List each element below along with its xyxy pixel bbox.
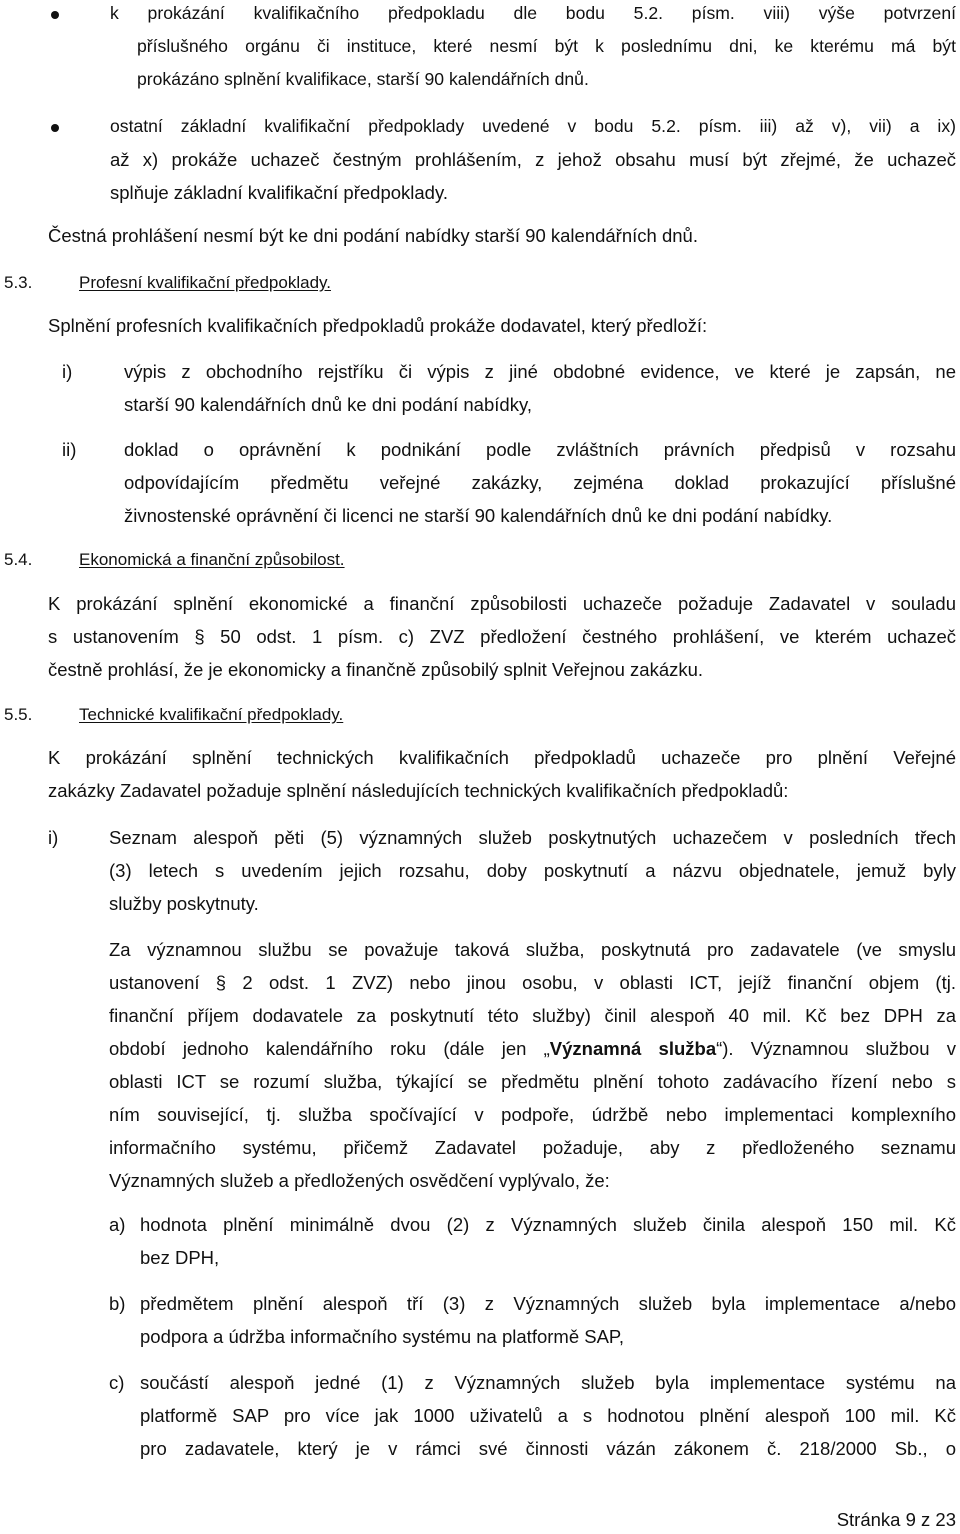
bullet-2-line: splňuje základní kvalifikační předpoklady. [110,182,448,203]
section-number: 5.3. [4,273,33,292]
list-item-line: služby poskytnuty. [109,893,259,914]
list-item-line: výpis z obchodního rejstříku či výpis z jiné obdobné evidence, ve které je zapsán, ne [124,361,956,382]
list-item-line: bez DPH, [140,1247,220,1268]
paragraph-line: ním související, tj. služba spočívající v podpoře, údržbě nebo implementaci komplexního [109,1104,956,1125]
list-item-line: podpora a údržba informačního systému na platformě SAP, [140,1326,625,1347]
list-item-line: Seznam alespoň pěti (5) významných služeb poskytnutých uchazečem v posledních třech [109,827,956,848]
list-item-line: doklad o oprávnění k podnikání podle zvláštních právních předpisů v rozsahu [124,439,956,460]
list-item-line: pro zadavatele, který je v rámci své činnosti vázán zákonem č. 218/2000 Sb., o [140,1438,956,1459]
list-item-line: starší 90 kalendářních dnů ke dni podání nabídky, [124,394,532,415]
list-marker: c) [109,1372,125,1393]
bullet-2-line: až x) prokáže uchazeč čestným prohlášením, z jehož obsahu musí být zřejmé, že uchazeč [110,149,956,170]
paragraph-line: informačního systému, přičemž Zadavatel požaduje, aby z předloženého seznamu [109,1137,956,1158]
section-intro: Splnění profesních kvalifikačních předpokladů prokáže dodavatel, který předloží: [48,315,708,336]
bullet-1-line: k prokázání kvalifikačního předpokladu dle bodu 5.2. písm. viii) výše potvrzení [110,3,956,23]
bullet-1-line: prokázáno splnění kvalifikace, starší 90 kalendářních dnů. [137,69,589,89]
bullet-1-line: příslušného orgánu či instituce, které nesmí být k poslednímu dni, ke kterému má být [137,36,956,56]
list-marker: i) [48,827,59,848]
list-marker: b) [109,1293,126,1314]
section-title: Ekonomická a finanční způsobilost. [79,550,345,569]
list-item-line: platformě SAP pro více jak 1000 uživatelů a s hodnotou plnění alespoň 100 mil. Kč [140,1405,956,1426]
list-marker: ii) [62,439,77,460]
paragraph-line: K prokázání splnění technických kvalifikačních předpokladů uchazeče pro plnění Veřejné [48,747,956,768]
paragraph-line: K prokázání splnění ekonomické a finanční způsobilosti uchazeče požaduje Zadavatel v souladu [48,593,956,614]
list-item-line: součástí alespoň jedné (1) z Významných služeb byla implementace systému na [140,1372,956,1393]
line-prefix: období jednoho kalendářního roku (dále jen „ [109,1038,550,1059]
page-number: Stránka 9 z 23 [836,1509,956,1530]
line-suffix: “). Významnou službou v [716,1038,956,1059]
paragraph-line: zakázky Zadavatel požaduje splnění následujících technických kvalifikačních předpokladů: [48,780,789,801]
section-number: 5.5. [4,705,33,724]
honest-declaration-note: Čestná prohlášení nesmí být ke dni podání nabídky starší 90 kalendářních dnů. [48,225,698,246]
list-item-line: (3) letech s uvedením jejich rozsahu, doby poskytnutí a názvu objednatele, jemuž byly [109,860,956,881]
bullet-icon [51,124,59,132]
section-title: Profesní kvalifikační předpoklady. [79,273,331,292]
paragraph-line: s ustanovením § 50 odst. 1 písm. c) ZVZ předložení čestného prohlášení, ve kterém uchazeč [48,626,956,647]
paragraph-line: finanční příjem dodavatele za poskytnutí této služby) činil alespoň 40 mil. Kč bez DPH za [109,1005,956,1026]
section-title: Technické kvalifikační předpoklady. [79,705,344,724]
paragraph-line [109,1032,956,1065]
paragraph-line: Významných služeb a předložených osvědčení vyplývalo, že: [109,1170,610,1191]
list-marker: a) [109,1214,126,1235]
section-number: 5.4. [4,550,33,569]
paragraph-line: oblasti ICT se rozumí služba, týkající se předmětu plnění tohoto zadávacího řízení nebo s [109,1071,956,1092]
list-item-line: živnostenské oprávnění či licenci ne starší 90 kalendářních dnů ke dni podání nabídky. [124,505,833,526]
paragraph-line: ustanovení § 2 odst. 1 ZVZ) nebo jinou osobu, v oblasti ICT, jejíž finanční objem (tj. [109,972,956,993]
defined-term: Významná služba [549,1038,717,1059]
bullet-2-line: ostatní základní kvalifikační předpoklady uvedené v bodu 5.2. písm. iii) až v), vii) a ix) [110,116,956,136]
list-item-line: hodnota plnění minimálně dvou (2) z Významných služeb činila alespoň 150 mil. Kč [140,1214,956,1235]
list-item-line: odpovídajícím předmětu veřejné zakázky, zejména doklad prokazující příslušné [124,472,956,493]
bullet-icon [51,11,59,19]
list-marker: i) [62,361,73,382]
paragraph-line: čestně prohlásí, že je ekonomicky a finančně způsobilý splnit Veřejnou zakázku. [48,659,704,680]
list-item-line: předmětem plnění alespoň tří (3) z Významných služeb byla implementace a/nebo [140,1293,956,1314]
paragraph-line: Za významnou službu se považuje taková služba, poskytnutá pro zadavatele (ve smyslu [109,939,956,960]
